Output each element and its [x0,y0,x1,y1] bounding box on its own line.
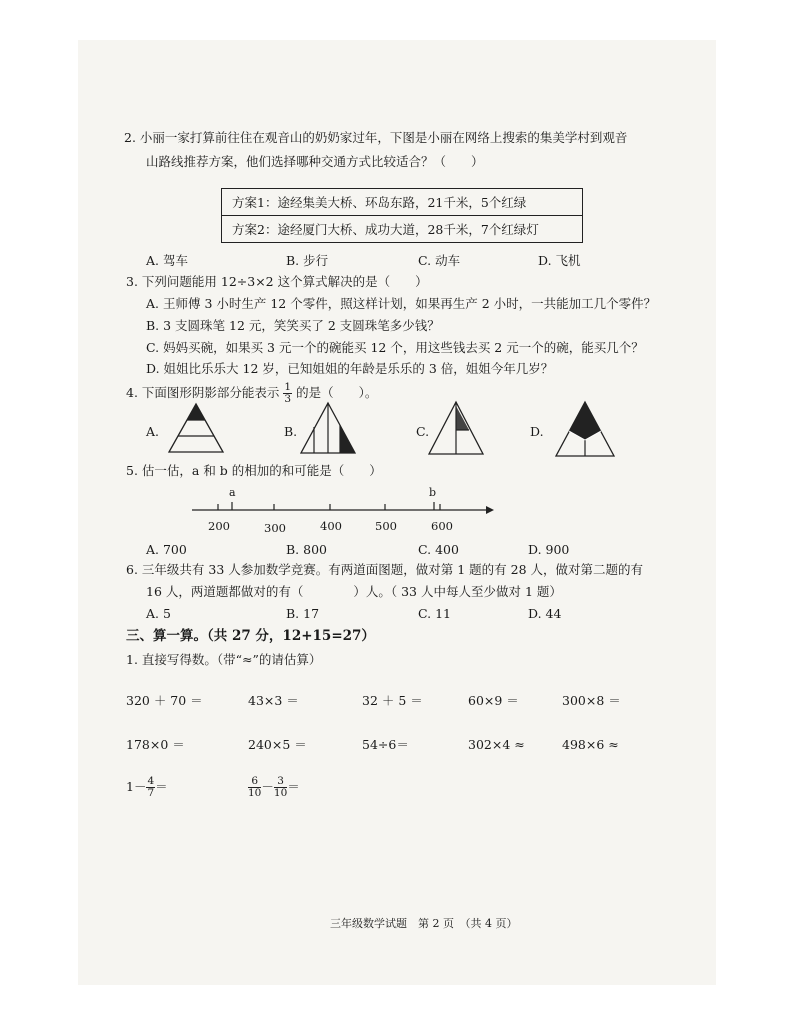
tick-200: 200 [208,519,230,533]
q6-option-b: B. 17 [286,606,320,621]
q4-stem-after: 的是（ ）。 [296,385,378,400]
q4-stem-before: 4. 下面图形阴影部分能表示 [126,385,280,400]
tick-400: 400 [320,519,342,533]
q4-label-c: C. [416,424,430,439]
q2-option-c: C. 动车 [418,253,461,268]
route-plan-table [221,188,583,243]
marker-a: a [229,486,236,499]
q6-option-a: A. 5 [146,606,171,621]
calc-3-2-op: － [261,779,274,794]
calc-3-2-den1: 10 [248,787,262,799]
q3-option-c: C. 妈妈买碗，如果买 3 元一个的碗能买 12 个，用这些钱去买 2 元一个的碗，能买几个？ [146,340,644,355]
calc-3-1-fraction [146,776,155,799]
calc-3-2-num2: 3 [274,776,287,788]
plan-1: 方案1：途经集美大桥、环岛东路，21千米，5个红绿 [222,189,583,216]
tick-300: 300 [264,521,286,535]
q4-label-a: A. [146,424,160,439]
q4-fraction [283,382,292,405]
calc-3-2 [248,772,300,802]
q6-option-c: C. 11 [418,606,451,621]
q3-option-b: B. 3 支圆珠笔 12 元，笑笑买了 2 支圆珠笔多少钱？ [146,318,440,333]
number-line [190,498,500,518]
calc-3-2-fraction-2 [274,776,287,799]
marker-b: b [429,486,437,499]
tick-600: 600 [431,519,453,533]
calc-1-4: 60×9 ＝ [468,693,519,708]
q6-option-d: D. 44 [528,606,562,621]
section3-subtitle: 1. 直接写得数。（带“≈”的请估算） [126,652,322,667]
calc-3-2-fraction-1 [248,776,261,799]
calc-3-1-post: ＝ [155,779,168,794]
triangle-c [428,402,484,456]
q2-option-d: D. 飞机 [538,253,581,268]
calc-3-2-num1: 6 [248,776,261,788]
calc-3-1-den: 7 [147,787,155,799]
page-footer: 三年级数学试题 第 2 页 （共 4 页） [330,917,518,930]
q6-line1: 6. 三年级共有 33 人参加数学竞赛。有两道面图题，做对第 1 题的有 28 人，做对第二题的有 [126,562,644,577]
triangle-d-shaded [569,402,601,440]
triangle-a-shaded [187,404,205,420]
calc-3-1 [126,772,168,802]
calc-1-2: 43×3 ＝ [248,693,299,708]
calc-2-2: 240×5 ＝ [248,737,307,752]
q4-label-d: D. [530,424,544,439]
calc-2-5: 498×6 ≈ [562,737,619,752]
q5-option-a: A. 700 [146,542,187,557]
q3-option-d: D. 姐姐比乐乐大 12 岁，已知姐姐的年龄是乐乐的 3 倍，姐姐今年几岁？ [146,361,554,376]
q2-option-b: B. 步行 [286,253,329,268]
triangle-c-shaded [456,406,469,430]
q4-frac-den: 3 [284,393,292,405]
q5-option-c: C. 400 [418,542,459,557]
q5-stem: 5. 估一估，a 和 b 的相加的和可能是（ ） [126,463,382,478]
triangle-a [168,404,224,454]
q2-option-a: A. 驾车 [146,253,188,268]
calc-3-2-post: ＝ [287,779,300,794]
calc-1-3: 32 ＋ 5 ＝ [362,693,423,708]
calc-1-5: 300×8 ＝ [562,693,621,708]
section3-title: 三、算一算。（共 27 分，12+15=27） [126,628,375,644]
calc-2-1: 178×0 ＝ [126,737,185,752]
q2-line2: 山路线推荐方案，他们选择哪种交通方式比较适合？（ ） [146,154,484,169]
calc-2-4: 302×4 ≈ [468,737,525,752]
triangle-d [555,402,615,458]
q2-line1: 2. 小丽一家打算前往住在观音山的奶奶家过年，下图是小丽在网络上搜索的集美学村到观音 [124,130,628,145]
q4-frac-num: 1 [284,381,292,393]
calc-3-2-den2: 10 [273,787,288,799]
q3-option-a: A. 王师傅 3 小时生产 12 个零件，照这样计划，如果再生产 2 小时，一共能加工几个零件？ [146,296,657,311]
calc-2-3: 54÷6＝ [362,737,409,752]
plan-2: 方案2：途经厦门大桥、成功大道，28千米，7个红绿灯 [222,216,583,243]
calc-3-1-num: 4 [147,775,155,787]
calc-3-1-pre: 1－ [126,779,147,794]
q5-option-b: B. 800 [286,542,327,557]
q6-line2: 16 人，两道题都做对的有（ ）人。（ 33 人中每人至少做对 1 题） [146,584,562,599]
calc-1-1: 320 ＋ 70 ＝ [126,693,203,708]
triangle-b [300,403,356,455]
q5-option-d: D. 900 [528,542,570,557]
q4-label-b: B. [284,424,298,439]
tick-500: 500 [375,519,397,533]
q3-stem: 3. 下列问题能用 12÷3×2 这个算式解决的是（ ） [126,274,428,289]
